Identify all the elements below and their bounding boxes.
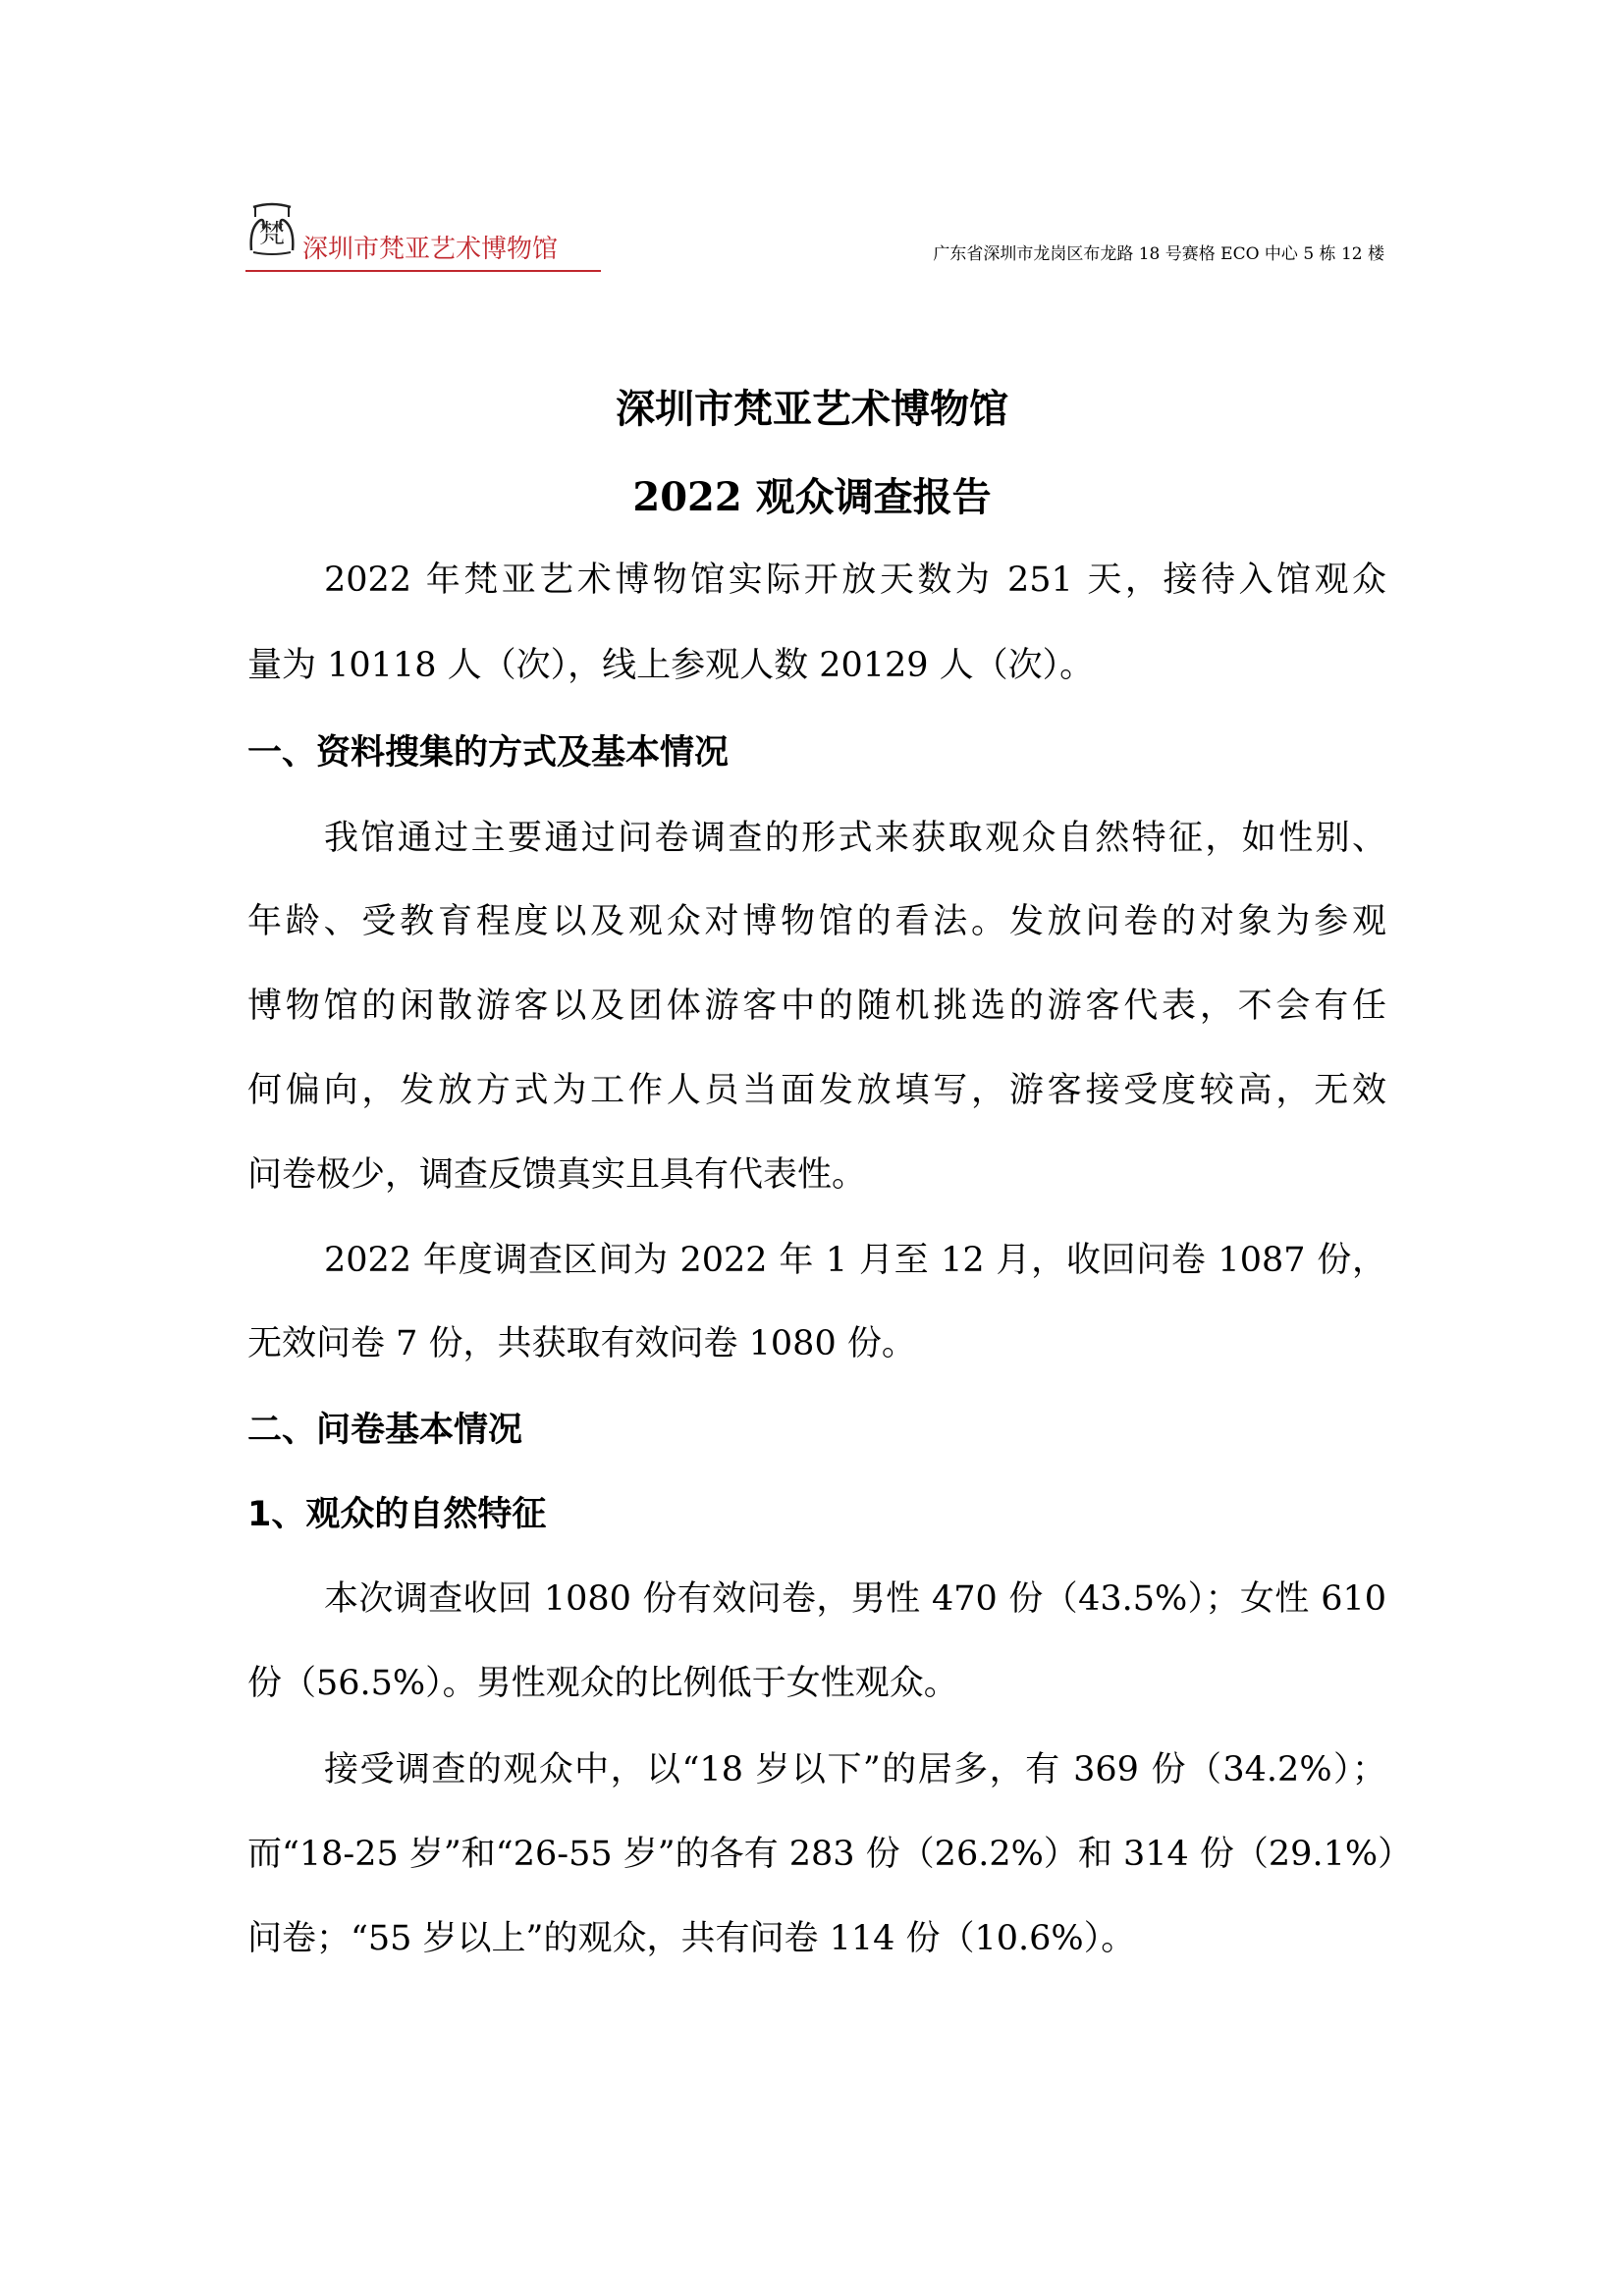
subsection-1-p1-line-2: 份（56.5%）。男性观众的比例低于女性观众。 [247, 1664, 958, 1703]
subsection-1-p2-line-2: 而“18-25 岁”和“26-55 岁”的各有 283 份（26.2%）和 314 份（29.1%） [247, 1835, 1413, 1874]
museum-address: 广东省深圳市龙岗区布龙路 18 号赛格 ECO 中心 5 栋 12 楼 [933, 244, 1384, 264]
museum-logo-icon [245, 199, 298, 258]
section-1-p1-line-4: 何偏向，发放方式为工作人员当面发放填写，游客接受度较高，无效 [247, 1071, 1386, 1110]
section-1-p2-line-1: 2022 年度调查区间为 2022 年 1 月至 12 月，收回问卷 1087 份， [324, 1241, 1386, 1280]
intro-line-1: 2022 年梵亚艺术博物馆实际开放天数为 251 天，接待入馆观众 [324, 561, 1386, 600]
section-1-heading: 一、资料搜集的方式及基本情况 [247, 733, 730, 773]
header-divider [245, 270, 601, 272]
svg-text:梵: 梵 [258, 220, 286, 249]
intro-line-2: 量为 10118 人（次），线上参观人数 20129 人（次）。 [247, 646, 1095, 685]
section-2-heading: 二、问卷基本情况 [247, 1411, 523, 1450]
document-title: 深圳市梵亚艺术博物馆 [616, 387, 1008, 432]
document-subtitle: 2022 观众调查报告 [632, 474, 992, 520]
section-1-p1-line-3: 博物馆的闲散游客以及团体游客中的随机挑选的游客代表，不会有任 [247, 987, 1386, 1026]
subsection-1-p2-line-3: 问卷；“55 岁以上”的观众，共有问卷 114 份（10.6%）。 [247, 1919, 1136, 1958]
section-1-p1-line-1: 我馆通过主要通过问卷调查的形式来获取观众自然特征，如性别、 [324, 819, 1386, 858]
section-1-p2-line-2: 无效问卷 7 份，共获取有效问卷 1080 份。 [247, 1324, 916, 1363]
letterhead [245, 199, 1384, 274]
subsection-1-p1-line-1: 本次调查收回 1080 份有效问卷，男性 470 份（43.5%）；女性 610 [324, 1579, 1386, 1619]
museum-name: 深圳市梵亚艺术博物馆 [302, 235, 559, 264]
subsection-1-p2-line-1: 接受调查的观众中，以“18 岁以下”的居多，有 369 份（34.2%）； [324, 1750, 1386, 1789]
section-1-p1-line-5: 问卷极少，调查反馈真实且具有代表性。 [247, 1155, 867, 1195]
subsection-1-heading: 1、观众的自然特征 [247, 1495, 547, 1534]
section-1-p1-line-2: 年龄、受教育程度以及观众对博物馆的看法。发放问卷的对象为参观 [247, 902, 1386, 941]
